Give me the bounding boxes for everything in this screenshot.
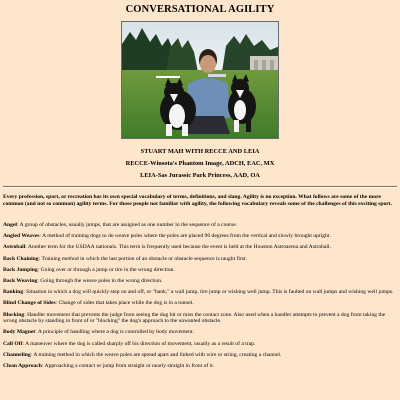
glossary-term: Astroball bbox=[3, 244, 26, 251]
divider bbox=[3, 186, 397, 188]
glossary-definition: : Handler movement that prevents the judge from seeing the dog hit or miss the contact zone. Also used when a handler attempts to prevent a dog from taking the wrong obstacle by standing in front of or "blocking" the dog's approach to the unwanted obstacle. bbox=[3, 311, 386, 325]
glossary-entry bbox=[3, 222, 397, 229]
caption-line: STUART MAH WITH RECCE AND LEIA bbox=[140, 148, 260, 155]
glossary-entry bbox=[3, 329, 397, 336]
caption-line: LEIA-Sas Jurassic Park Princess, AAD, OA bbox=[140, 172, 260, 179]
glossary-definition: : A principle of handling where a dog is controlled by body movement. bbox=[35, 329, 194, 336]
glossary-definition: : A method of training dogs to do weave poles where the poles are placed 90 degrees from the vertical and slowly brought upright. bbox=[39, 233, 331, 240]
glossary-definition: : Training method in which the last portion of an obstacle or obstacle sequence is taught first. bbox=[38, 255, 247, 262]
glossary-entry bbox=[3, 363, 397, 370]
glossary-term: Clean Approach bbox=[3, 363, 42, 370]
glossary-term: Blind Change of Sides bbox=[3, 300, 56, 307]
photo-illustration bbox=[122, 22, 279, 139]
glossary-list bbox=[3, 222, 397, 374]
glossary-term: Body Magnet bbox=[3, 329, 36, 336]
intro-paragraph: Every profession, sport, or recreation has its own special vocabulary of terms, definitions, and slang. Agility is no exception. What follows are some of the more common (and not so common) agility terms. For those people not familiar with agility, the following vocabulary reveals some of the challenges of this exciting sport. bbox=[3, 194, 393, 207]
glossary-term: Call Off bbox=[3, 340, 23, 347]
glossary-definition: : Situation in which a dog will quickly step on and off, or "bank," a wall jump, tire jump or wishing well jump. This is faulted on wall jumps and wishing well jumps. bbox=[23, 289, 394, 296]
glossary-definition: : Going through the weave poles in the wrong direction. bbox=[37, 277, 163, 284]
handler-and-dogs-photo bbox=[121, 21, 279, 139]
glossary-definition: : Change of sides that takes place while the dog is in a tunnel. bbox=[55, 300, 194, 307]
glossary-entry bbox=[3, 233, 397, 240]
glossary-definition: : A maneuver where the dog is called sharply off his direction of movement, usually as a result of a trap. bbox=[22, 340, 256, 347]
glossary-term: Blocking bbox=[3, 311, 25, 318]
glossary-entry bbox=[3, 312, 397, 326]
glossary-entry bbox=[3, 256, 397, 263]
glossary-term: Channeling bbox=[3, 351, 31, 358]
glossary-term: Back Chaining bbox=[3, 255, 39, 262]
glossary-definition: : A training method in which the weave poles are spread apart and linked with wire or string, creating a channel. bbox=[30, 351, 282, 358]
glossary-term: Back Jumping bbox=[3, 266, 38, 273]
glossary-entry bbox=[3, 244, 397, 251]
glossary-term: Banking bbox=[3, 289, 24, 296]
caption-line: RECCE-Winsota's Phantom Image, ADCH, EAC, MX bbox=[125, 160, 275, 167]
glossary-definition: : Another term for the USDAA nationals. This term is frequently used because the event is held at the Houston Astroarena and Astroball. bbox=[25, 244, 331, 251]
glossary-term: Angled Weaves bbox=[3, 233, 40, 240]
glossary-entry bbox=[3, 267, 397, 274]
glossary-definition: : A group of obstacles, usually jumps, that are assigned as one number in the sequence of a course. bbox=[16, 222, 238, 228]
glossary-entry bbox=[3, 341, 397, 348]
glossary-entry bbox=[3, 352, 397, 359]
photo-captions bbox=[0, 148, 400, 180]
glossary-entry bbox=[3, 289, 397, 296]
glossary-term: Back Weaving bbox=[3, 277, 38, 284]
glossary-definition: : Going over or through a jump or tire in the wrong direction. bbox=[37, 266, 175, 273]
glossary-definition: : Approaching a contact or jump from straight or nearly straight in front of it. bbox=[41, 363, 215, 370]
page-title: CONVERSATIONAL AGILITY bbox=[125, 4, 275, 15]
glossary-entry bbox=[3, 300, 397, 307]
glossary-term: Angel bbox=[3, 222, 17, 228]
glossary-entry bbox=[3, 278, 397, 285]
